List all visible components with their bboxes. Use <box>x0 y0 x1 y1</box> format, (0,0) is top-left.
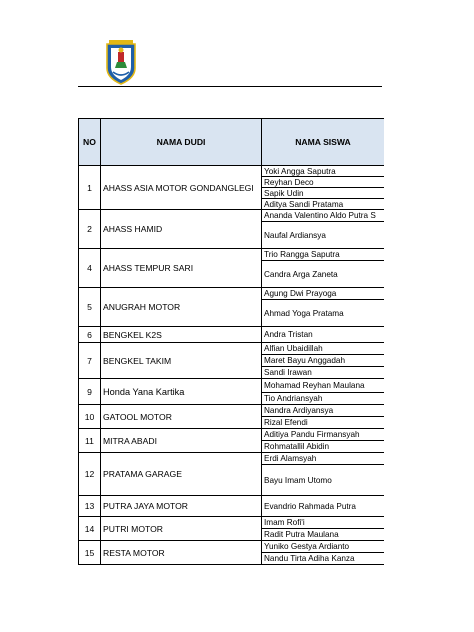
dudi-name: Honda Yana Kartika <box>101 379 262 405</box>
header-nama-siswa: NAMA SISWA <box>262 119 385 166</box>
student-name: Mohamad Reyhan Maulana <box>262 379 385 393</box>
student-name: Sapik Udin <box>262 188 385 199</box>
dudi-name: AHASS TEMPUR SARI <box>101 249 262 288</box>
dudi-name: PRATAMA GARAGE <box>101 453 262 496</box>
student-name: Agung Dwi Prayoga <box>262 288 385 300</box>
student-name: Nandu Tirta Adiha Kanza <box>262 553 385 565</box>
student-name: Aditiya Pandu Firmansyah <box>262 429 385 441</box>
table-row <box>79 343 385 355</box>
row-number: 9 <box>79 379 101 405</box>
student-name: Ananda Valentino Aldo Putra S <box>262 210 385 222</box>
row-number: 6 <box>79 327 101 343</box>
row-number: 11 <box>79 429 101 453</box>
student-name: Rizal Efendi <box>262 417 385 429</box>
dudi-name: AHASS ASIA MOTOR GONDANGLEGI <box>101 166 262 210</box>
table-row <box>79 453 385 465</box>
table-row <box>79 405 385 417</box>
student-name: Trio Rangga Saputra <box>262 249 385 261</box>
student-name: Ahmad Yoga Pratama <box>262 300 385 327</box>
dudi-name: BENGKEL K2S <box>101 327 262 343</box>
header-nama-dudi: NAMA DUDI <box>101 119 262 166</box>
dudi-table <box>78 118 384 565</box>
dudi-name: RESTA MOTOR <box>101 541 262 565</box>
student-name: Yoki Angga Saputra <box>262 166 385 177</box>
student-name: Nandra Ardiyansya <box>262 405 385 417</box>
student-name: Alfian Ubaidillah <box>262 343 385 355</box>
student-name: Radit Putra Maulana <box>262 529 385 541</box>
row-number: 14 <box>79 517 101 541</box>
student-name: Yuniko Gestya Ardianto <box>262 541 385 553</box>
student-name: Erdi Alamsyah <box>262 453 385 465</box>
row-number: 7 <box>79 343 101 379</box>
dudi-name: ANUGRAH MOTOR <box>101 288 262 327</box>
student-name: Candra Arga Zaneta <box>262 261 385 288</box>
dudi-name: AHASS HAMID <box>101 210 262 249</box>
dudi-name: PUTRA JAYA MOTOR <box>101 496 262 517</box>
row-number: 13 <box>79 496 101 517</box>
table-row <box>79 541 385 553</box>
student-name: Bayu Imam Utomo <box>262 465 385 496</box>
student-name: Sandi Irawan <box>262 367 385 379</box>
row-number: 12 <box>79 453 101 496</box>
student-name: Rohmatallil Abidin <box>262 441 385 453</box>
student-name: Maret Bayu Anggadah <box>262 355 385 367</box>
row-number: 15 <box>79 541 101 565</box>
row-number: 10 <box>79 405 101 429</box>
table-row <box>79 379 385 393</box>
table-row <box>79 288 385 300</box>
row-number: 5 <box>79 288 101 327</box>
dudi-name: PUTRI MOTOR <box>101 517 262 541</box>
student-name: Tio Andriansyah <box>262 393 385 405</box>
header-divider <box>78 86 382 87</box>
table-row <box>79 429 385 441</box>
student-name: Evandrio Rahmada Putra <box>262 496 385 517</box>
dudi-name: MITRA ABADI <box>101 429 262 453</box>
table-row <box>79 210 385 222</box>
student-name: Imam Rofi'i <box>262 517 385 529</box>
table-row <box>79 327 385 343</box>
row-number: 4 <box>79 249 101 288</box>
dudi-name: GATOOL MOTOR <box>101 405 262 429</box>
student-name: Naufal Ardiansya <box>262 222 385 249</box>
table-row <box>79 496 385 517</box>
table-row <box>79 249 385 261</box>
east-java-crest-icon <box>103 38 139 86</box>
row-number: 2 <box>79 210 101 249</box>
dudi-name: BENGKEL TAKIM <box>101 343 262 379</box>
table-wrapper <box>78 118 384 584</box>
student-name: Reyhan Deco <box>262 177 385 188</box>
student-name: Andra Tristan <box>262 327 385 343</box>
student-name: Aditya Sandi Pratama <box>262 199 385 210</box>
table-header-row <box>79 119 385 166</box>
table-row <box>79 517 385 529</box>
table-row <box>79 166 385 177</box>
header-no: NO <box>79 119 101 166</box>
row-number: 1 <box>79 166 101 210</box>
